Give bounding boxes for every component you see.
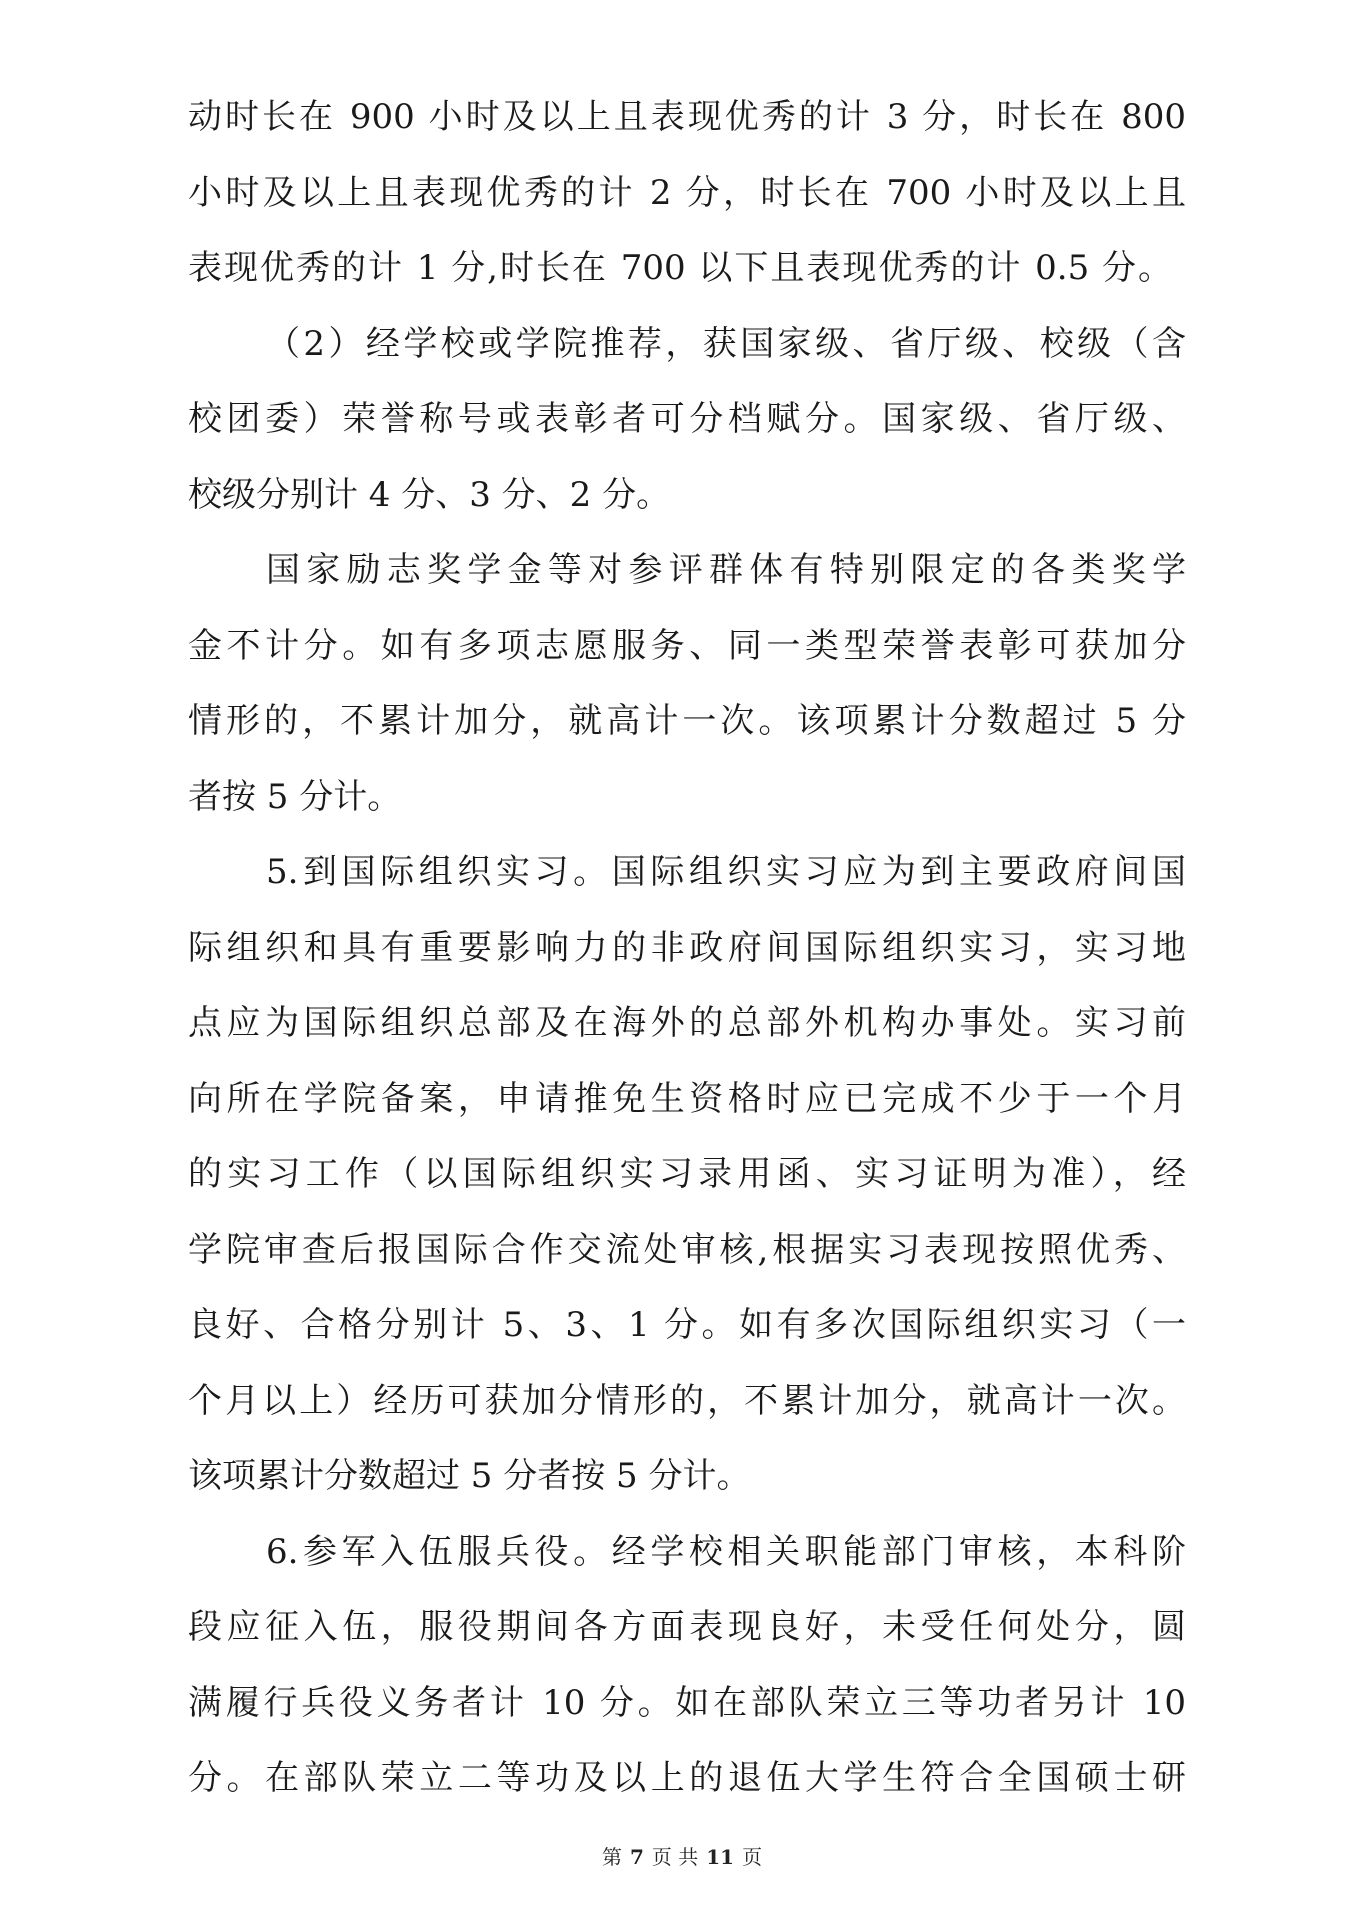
text-line: 际组织和具有重要影响力的非政府间国际组织实习，实习地	[188, 927, 1186, 968]
text-line: 良好、合格分别计 5、3、1 分。如有多次国际组织实习（一	[188, 1305, 1186, 1345]
text-line: 满履行兵役义务者计 10 分。如在部队荣立三等功者另计 10	[188, 1682, 1186, 1723]
text-line: 分。在部队荣立二等功及以上的退伍大学生符合全国硕士研	[188, 1758, 1186, 1798]
paragraph	[188, 835, 1186, 1515]
text-line: 小时及以上且表现优秀的计 2 分，时长在 700 小时及以上且	[188, 172, 1186, 213]
text-line: 者按 5 分计。	[188, 776, 402, 817]
page-footer	[0, 1843, 1364, 1871]
text-line: 校级分别计 4 分、3 分、2 分。	[188, 474, 671, 515]
footer-middle: 页 共	[651, 1845, 699, 1869]
text-line: 表现优秀的计 1 分,时长在 700 以下且表现优秀的计 0.5 分。	[188, 248, 1172, 288]
text-line: 该项累计分数超过 5 分者按 5 分计。	[188, 1456, 751, 1496]
paragraph	[188, 533, 1186, 835]
text-line: 校团委）荣誉称号或表彰者可分档赋分。国家级、省厅级、	[188, 399, 1186, 439]
text-line: 金不计分。如有多项志愿服务、同一类型荣誉表彰可获加分	[188, 625, 1186, 666]
text-line: 点应为国际组织总部及在海外的总部外机构办事处。实习前	[188, 1003, 1186, 1043]
text-line: 向所在学院备案，申请推免生资格时应已完成不少于一个月	[188, 1078, 1186, 1119]
total-pages-number: 11	[706, 1845, 735, 1869]
text-line: 5.到国际组织实习。国际组织实习应为到主要政府间国	[266, 852, 1186, 892]
text-line: （2）经学校或学院推荐，获国家级、省厅级、校级（含	[266, 323, 1186, 364]
document-body	[188, 80, 1186, 1817]
text-line: 动时长在 900 小时及以上且表现优秀的计 3 分，时长在 800	[188, 97, 1186, 137]
paragraph	[188, 1515, 1186, 1817]
paragraph	[188, 80, 1186, 307]
paragraph	[188, 307, 1186, 534]
text-line: 国家励志奖学金等对参评群体有特别限定的各类奖学	[266, 550, 1186, 590]
text-line: 段应征入伍，服役期间各方面表现良好，未受任何处分，圆	[188, 1607, 1186, 1647]
text-line: 个月以上）经历可获加分情形的，不累计加分，就高计一次。	[188, 1380, 1186, 1421]
text-line: 6.参军入伍服兵役。经学校相关职能部门审核，本科阶	[266, 1531, 1186, 1572]
text-line: 的实习工作（以国际组织实习录用函、实习证明为准），经	[188, 1154, 1186, 1194]
text-line: 情形的，不累计加分，就高计一次。该项累计分数超过 5 分	[188, 701, 1186, 741]
current-page-number: 7	[629, 1845, 644, 1869]
text-line: 学院审查后报国际合作交流处审核,根据实习表现按照优秀、	[188, 1229, 1186, 1270]
footer-prefix: 第	[601, 1845, 622, 1869]
footer-suffix: 页	[742, 1845, 763, 1869]
